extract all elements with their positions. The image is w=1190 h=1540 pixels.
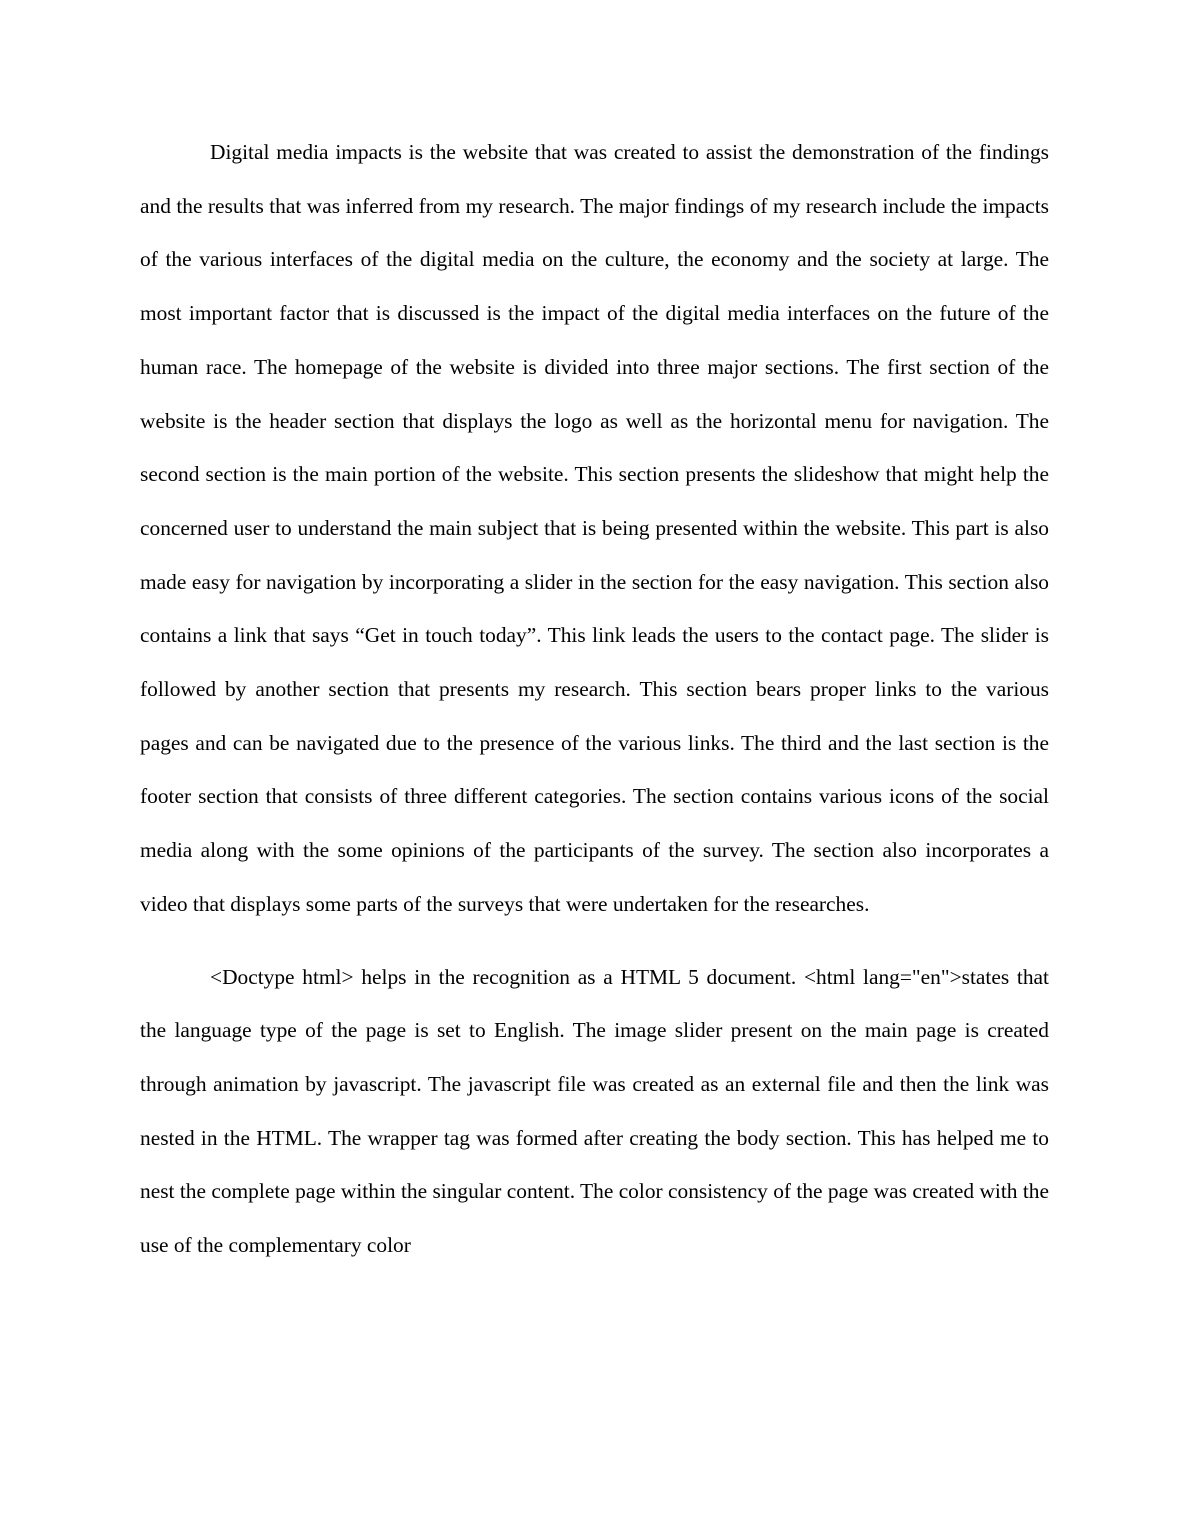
paragraph-website-overview: Digital media impacts is the website that was created to assist the demonstration of the findings and the results that was inferred from my research. The major findings of my research include the impacts of the various interfaces of the digital media on the culture, the economy and the society at large. The most important factor that is discussed is the impact of the digital media interfaces on the future of the human race. The homepage of the website is divided into three major sections. The first section of the website is the header section that displays the logo as well as the horizontal menu for navigation. The second section is the main portion of the website. This section presents the slideshow that might help the concerned user to understand the main subject that is being presented within the website. This part is also made easy for navigation by incorporating a slider in the section for the easy navigation. This section also contains a link that says “Get in touch today”. This link leads the users to the contact page. The slider is followed by another section that presents my research. This section bears proper links to the various pages and can be navigated due to the presence of the various links. The third and the last section is the footer section that consists of three different categories. The section contains various icons of the social media along with the some opinions of the participants of the survey. The section also incorporates a video that displays some parts of the surveys that were undertaken for the researches.: [140, 140, 1049, 916]
document-body: [140, 126, 1049, 1273]
paragraph-html-structure: <Doctype html> helps in the recognition as a HTML 5 document. <html lang="en">states that the language type of the page is set to English. The image slider present on the main page is created through animation by javascript. The javascript file was created as an external file and then the link was nested in the HTML. The wrapper tag was formed after creating the body section. This has helped me to nest the complete page within the singular content. The color consistency of the page was created with the use of the complementary color: [140, 964, 1049, 1258]
